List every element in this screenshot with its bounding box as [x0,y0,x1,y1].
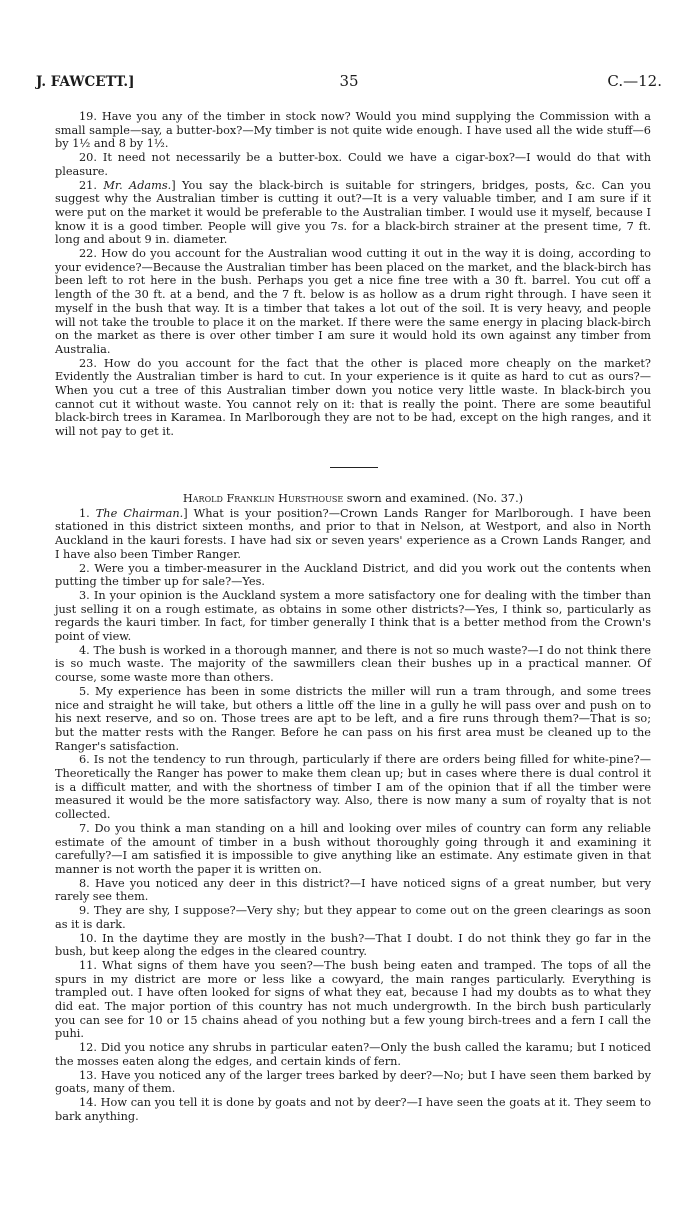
paragraph: 21. Mr. Adams.] You say the black-birch is suitable for stringers, bridges, posts, &c. Can you suggest why the Australian timber is cutting it out?—It is a very valuable timber, and I am sure if it were put on the market it would be preferable to the Australian timber. I would use it myself, because I know it is a good timber. People will give you 7s. for a black-birch strainer at the present time, 7 ft. long and about 9 in. diameter. [55,178,651,247]
witness-heading-name: Harold Franklin Hursthouse [182,492,344,505]
paragraph: 7. Do you think a man standing on a hill and looking over miles of country can form any reliable estimate of the amount of timber in a bush without thoroughly going through it and examining it carefully?—I am satisfied it is impossible to give anything like an estimate. Any estimate given in that manner is not worth the paper it is written on. [55,821,651,876]
paragraph: 9. They are shy, I suppose?—Very shy; but they appear to come out on the green clearings as soon as it is dark. [55,904,651,931]
page-header [36,74,662,94]
paragraph: 2. Were you a timber-measurer in the Auckland District, and did you work out the contents when putting the timber up for sale?—Yes. [55,561,651,589]
paragraph: 5. My experience has been in some districts the miller will run a tram through, and some trees nice and straight he will take, but others a little off the line in a gully he will pass over and push on to his next reserve, and so on. Those trees are apt to be left, and a fire runs through them?—That is so; but the matter rests with the Ranger. Before he can pass on his first area must be cleaned up to the Ranger's satisfaction. [55,684,651,753]
paragraph: 6. Is not the tendency to run through, particularly if there are orders being filled for white-pine?—Theoretically the Ranger has power to make them clean up; but in cases where there is dual control it is a difficult matter, and with the shortness of timber I am of the opinion that if all the timber were measured it would be the more satisfactory way. Also, there is now many a sum of royalty that is not collected. [55,753,651,822]
paragraph: 1. The Chairman.] What is your position?—Crown Lands Ranger for Marlborough. I have been stationed in this district sixteen months, and prior to that in Nelson, at Westport, and also in North Auckland in the kauri forests. I have had six or seven years' experience as a Crown Lands Ranger, and I have also been Timber Ranger. [55,506,651,561]
paragraph: 3. In your opinion is the Auckland system a more satisfactory one for dealing with the timber than just selling it on a rough estimate, as obtains in some other districts?—Yes, I think so, particularly as regards the kauri timber. In fact, for timber generally I think that is a better method from the Crown's point of view. [55,588,651,644]
paragraph: 20. It need not necessarily be a butter-box. Could we have a cigar-box?—I would do that with pleasure. [55,151,651,178]
paragraph: 23. How do you account for the fact that the other is placed more cheaply on the market? Evidently the Australian timber is hard to cut. In your experience is it quite as hard to cut as ours?—When you cut a tree of this Australian timber down you notice very little waste. In black-birch you cannot cut it without waste. You cannot rely on it: that is really the point. There are some beautiful black-birch trees in Karamea. In Marlborough they are not to be had, except on the high ranges, and it will not pay to get it. [55,356,651,439]
paragraph: 8. Have you noticed any deer in this district?—I have noticed signs of a great number, but very rarely see them. [55,876,651,904]
paragraph: 11. What signs of them have you seen?—The bush being eaten and tramped. The tops of all the spurs in my district are more or less like a cowyard, the main ranges particularly. Everything is trampled out. I have often looked for signs of what they eat, because I had my doubts as to what they did eat. The major portion of this country has not much undergrowth. In the birch bush particularly you can see for 10 or 15 chains ahead of you nothing but a few young birch-trees and a fern I call the puhi. [55,958,651,1041]
paragraph: 10. In the daytime they are mostly in the bush?—That I doubt. I do not think they go far in the bush, but keep along the edges in the cleared country. [55,931,651,959]
document-reference: C.—12. [607,72,662,90]
section-divider [330,467,378,468]
paragraph: 19. Have you any of the timber in stock now? Would you mind supplying the Commission with a small sample—say, a butter-box?—My timber is not quite wide enough. I have used all the wide stuff—6 by 1½ and 8 by 1½. [55,110,651,151]
hursthouse-testimony [55,492,651,1123]
paragraph: 14. How can you tell it is done by goats and not by deer?—I have seen the goats at it. They seem to bark anything. [55,1095,651,1123]
paragraph: 22. How do you account for the Australian wood cutting it out in the way it is doing, according to your evidence?—Because the Australian timber has been placed on the market, and the black-birch has been left to rot here in the bush. Perhaps you get a nice fine tree with a 30 ft. barrel. You cut off a length of the 30 ft. at a bend, and the 7 ft. below is as hollow as a drum right through. I have seen it myself in the bush that way. It is a timber that takes a lot out of the soil. It is very heavy, and people will not take the trouble to place it on the market. If there were the same energy in placing black-birch on the market as there is over other timber I am sure it would hold its own against any timber from Australia. [55,247,651,356]
witness-heading-rest: sworn and examined. (No. 37.) [343,492,524,505]
paragraph: 13. Have you noticed any of the larger trees barked by deer?—No; but I have seen them barked by goats, many of them. [55,1068,651,1096]
page-number: 35 [339,72,359,90]
paragraph: 12. Did you notice any shrubs in particular eaten?—Only the bush called the karamu; but I noticed the mosses eaten along the edges, and certain kinds of fern. [55,1041,651,1068]
witness-heading [55,492,651,506]
paragraph: 4. The bush is worked in a thorough manner, and there is not so much waste?—I do not think there is so much waste. The majority of the sawmillers clean their bushes up in a practical manner. Of course, some waste more than others. [55,643,651,685]
witness-name: J. FAWCETT.] [36,74,135,90]
fawcett-testimony [55,110,651,439]
